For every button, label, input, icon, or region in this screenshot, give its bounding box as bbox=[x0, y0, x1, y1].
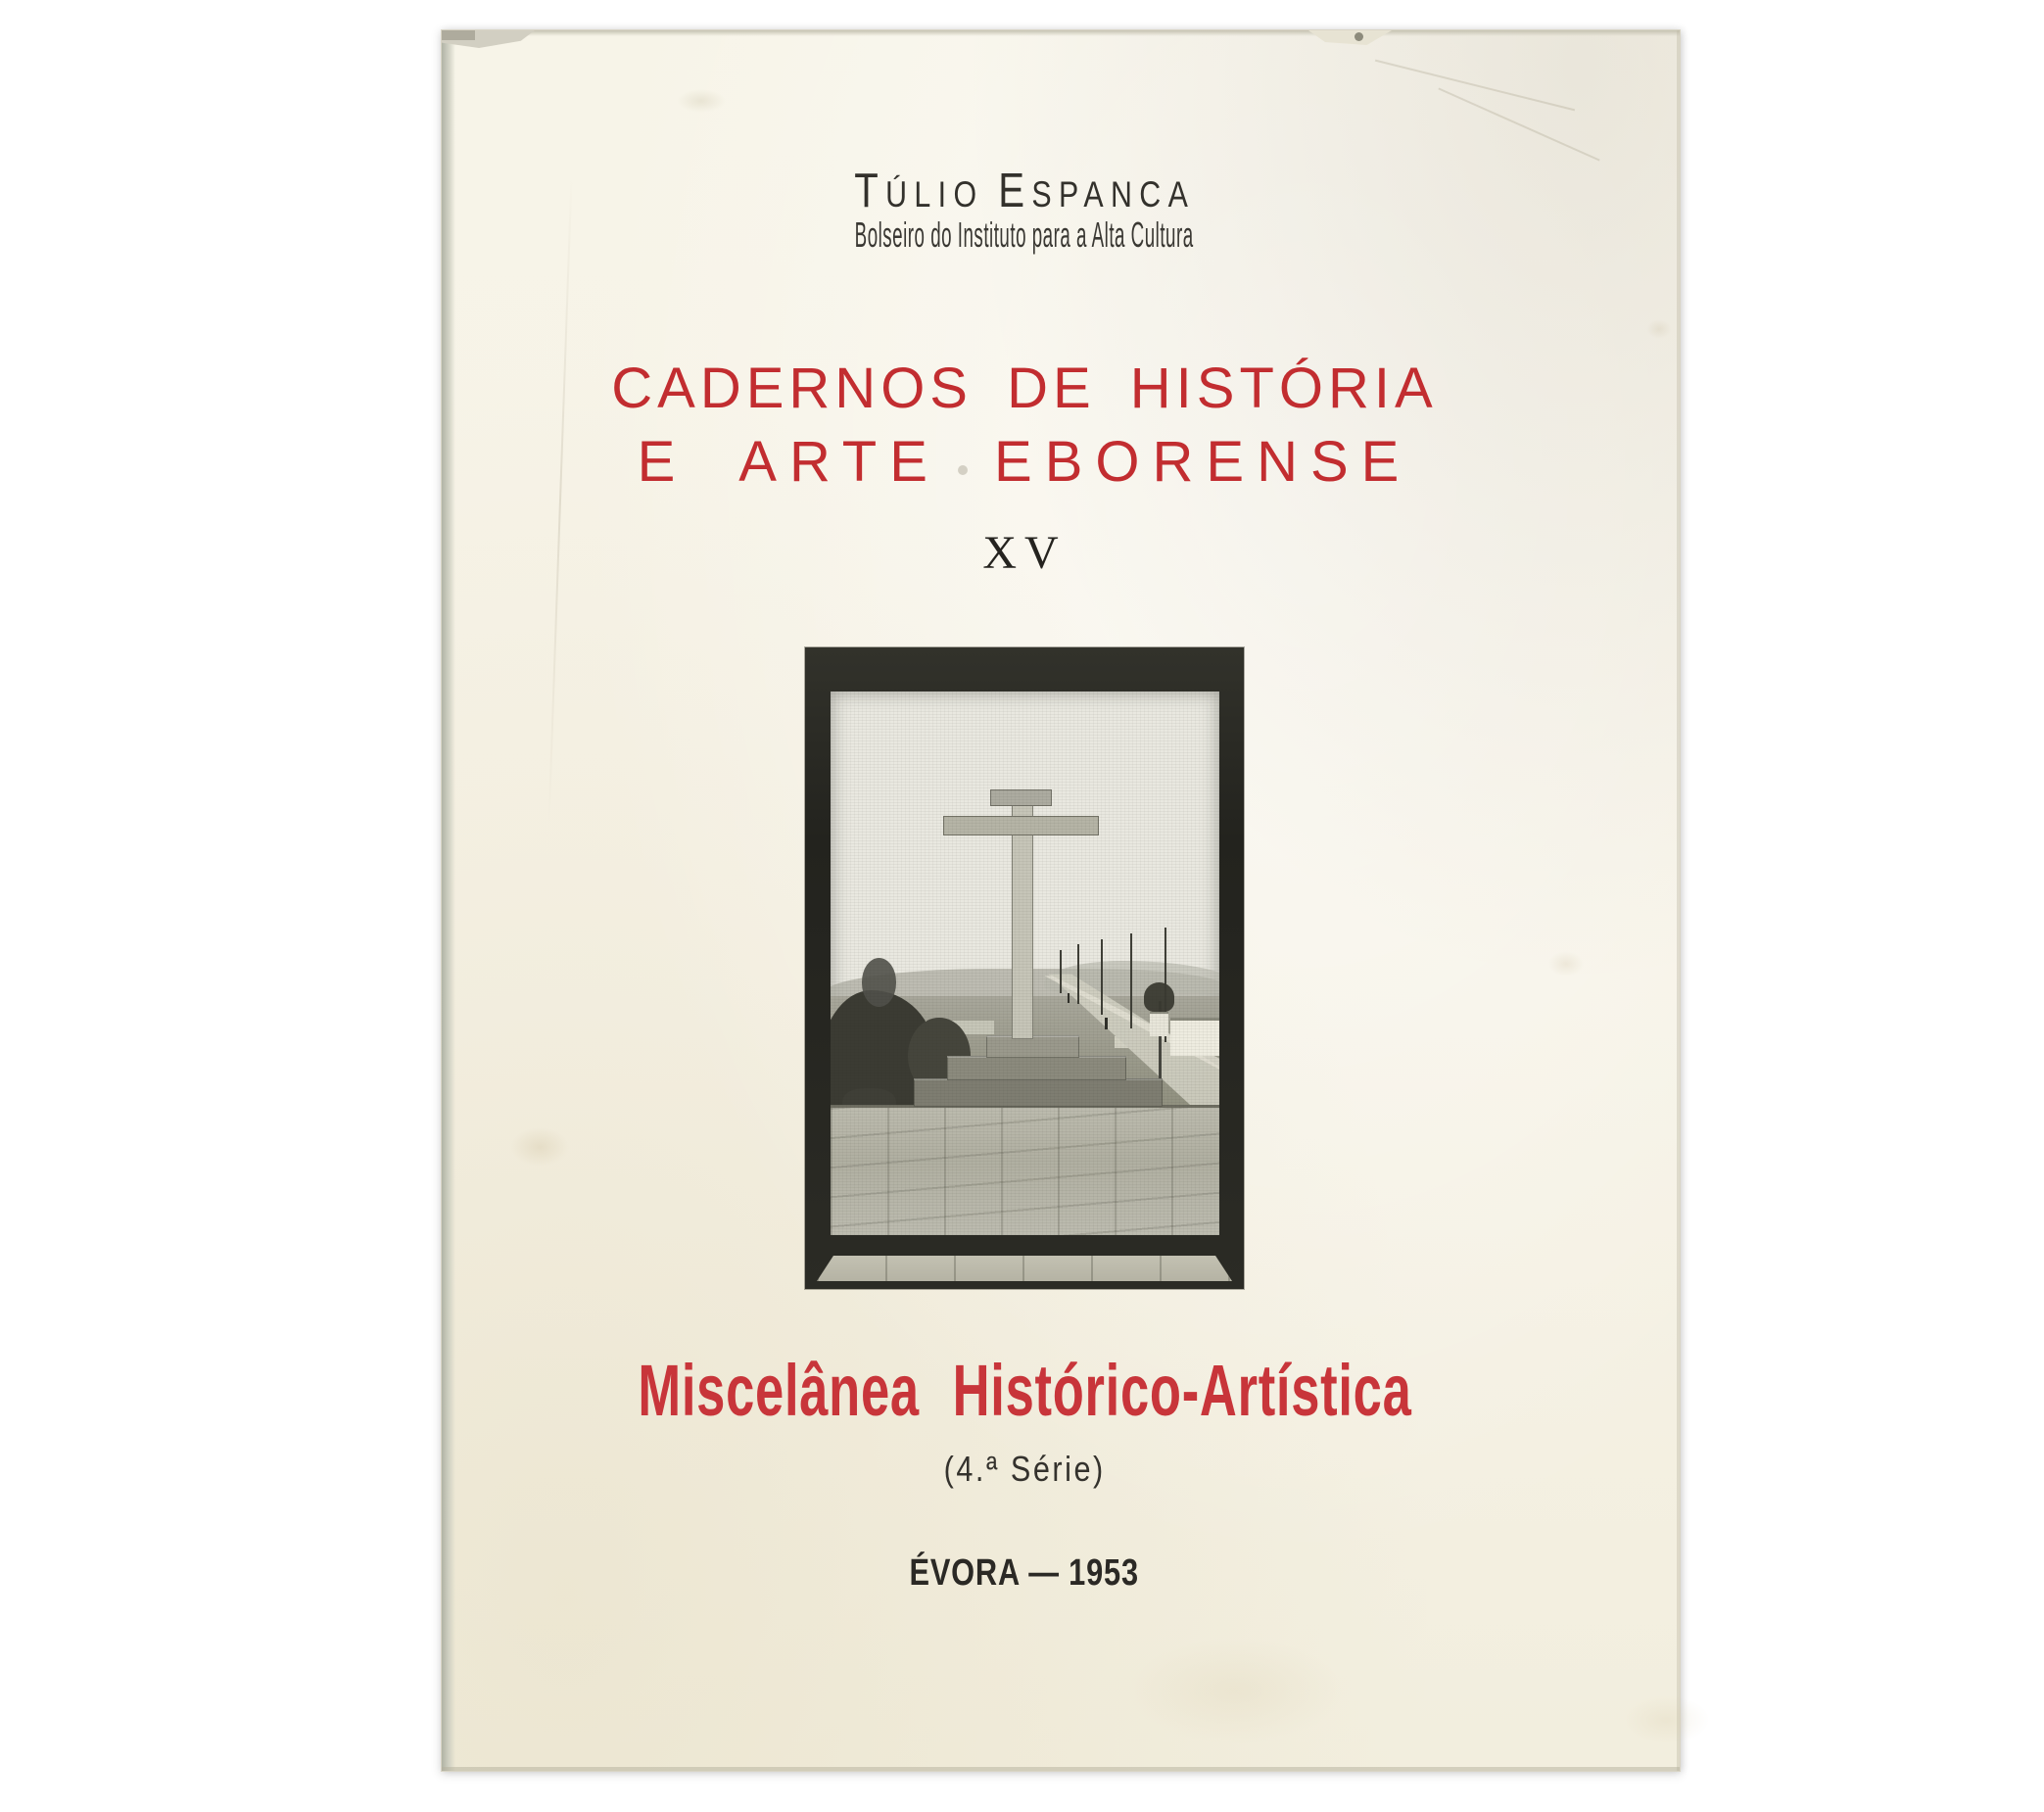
white-house bbox=[1170, 1018, 1219, 1056]
imprint-line bbox=[442, 1552, 1607, 1595]
palm-tree-crown bbox=[1144, 982, 1175, 1013]
white-house bbox=[1150, 1012, 1169, 1035]
author-subtitle-text: Bolseiro do Instituto para a Alta Cultura bbox=[854, 215, 1194, 255]
author-name bbox=[442, 164, 1607, 218]
cross-monument-photo bbox=[831, 691, 1219, 1235]
cover-photo-frame bbox=[805, 647, 1244, 1289]
foreground-paving-strip bbox=[817, 1256, 1232, 1281]
main-title bbox=[442, 1349, 1607, 1432]
paved-platform bbox=[831, 1105, 1219, 1235]
pedestrian-figure bbox=[1068, 993, 1070, 1003]
utility-pole bbox=[1077, 944, 1079, 1004]
book-cover bbox=[441, 29, 1681, 1772]
series-title-line2: E ARTE EBORENSE bbox=[637, 430, 1412, 494]
cross-pedestal-step bbox=[914, 1078, 1163, 1107]
cross-pedestal-step bbox=[947, 1056, 1126, 1081]
print-area bbox=[442, 30, 1607, 1771]
author-subtitle bbox=[442, 215, 1607, 256]
utility-pole bbox=[1101, 939, 1103, 1016]
volume-numeral: XV bbox=[982, 527, 1067, 579]
right-edge-shading bbox=[1677, 30, 1680, 1771]
main-title-text: Miscelânea Histórico-Artística bbox=[637, 1350, 1412, 1431]
stain bbox=[1646, 319, 1672, 339]
stone-cross-arm bbox=[943, 816, 1099, 835]
series-title-line1: CADERNOS DE HISTÓRIA bbox=[611, 357, 1438, 420]
series-note-text: (4.ª Série) bbox=[943, 1449, 1106, 1489]
small-tree bbox=[862, 958, 897, 1007]
stone-cross-cap bbox=[990, 789, 1053, 806]
imprint-text: ÉVORA — 1953 bbox=[909, 1552, 1140, 1594]
author-name-part: SPANCA bbox=[1031, 174, 1196, 215]
author-initial: T bbox=[853, 165, 885, 217]
series-note bbox=[442, 1449, 1607, 1490]
author-initial: E bbox=[998, 165, 1032, 217]
pedestrian-figure bbox=[1105, 1018, 1108, 1029]
author-name-part: ÚLIO bbox=[884, 174, 984, 215]
utility-pole bbox=[1130, 933, 1132, 1028]
utility-pole bbox=[1060, 950, 1062, 993]
stain bbox=[1622, 1695, 1710, 1744]
